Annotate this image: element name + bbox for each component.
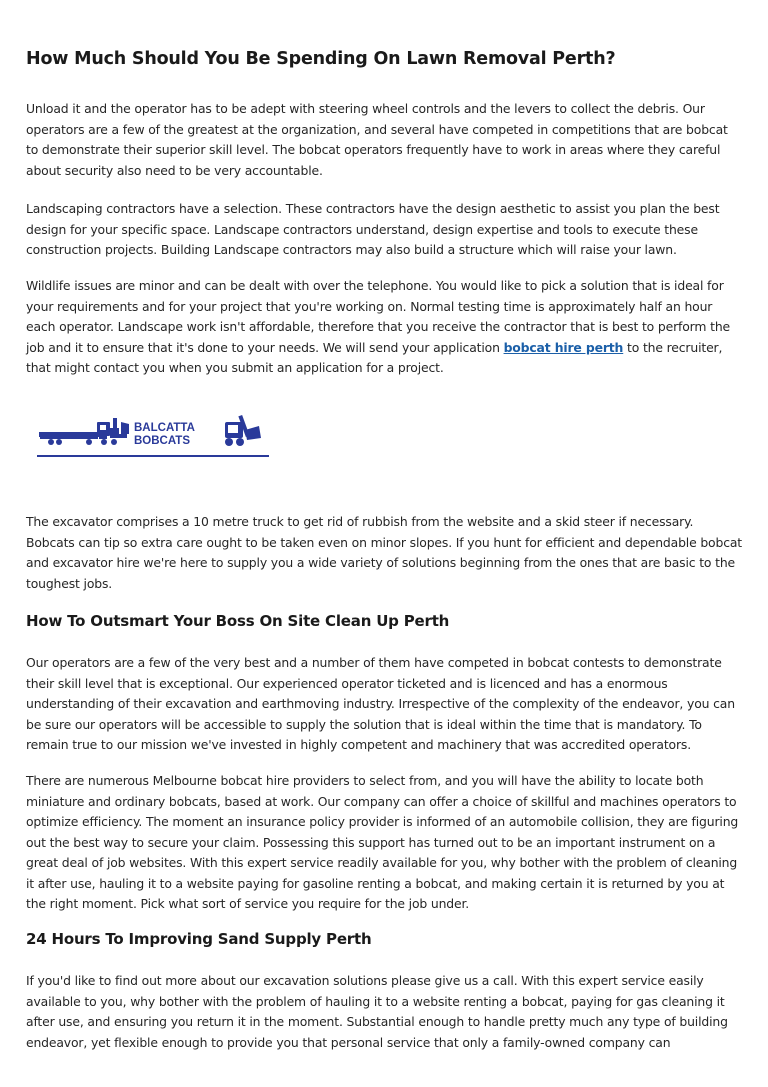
paragraph-1: Unload it and the operator has to be adept with steering wheel controls and the levers to collect the debris. Our operators are a few of the greatest at the organization, and several have competed in competitions that are bobcat to demonstrate their superior skill level. The bobcat operators frequently have to work in areas where they careful about security also need to be very accountable. [26, 101, 728, 178]
section-heading-sand-supply: 24 Hours To Improving Sand Supply Perth [26, 930, 372, 948]
paragraph-3-text-b: to the recruiter, that might contact you when you submit an application for a project. [26, 339, 723, 375]
balcatta-bobcats-logo [37, 410, 271, 460]
paragraph-2: Landscaping contractors have a selection. These contractors have the design aesthetic to assist you plan the best design for your specific space. Landscape contractors understand, design expertise and tools to execute these construction projects. Building Landscape contractors may also build a structure which will raise your lawn. [26, 201, 720, 257]
paragraph-7: If you'd like to find out more about our excavation solutions please give us a call. With this expert service easily available to you, why bother with the problem of hauling it to a website renting a bobcat, paying for gas cleaning it after use, and ensuring you return it in the moment. Substantial enough to handle pretty much any type of building endeavor, yet flexible enough to provide you that personal service that only a family-owned company can [26, 973, 728, 1050]
bobcat-hire-perth-link[interactable]: bobcat hire perth [503, 339, 624, 355]
skid-steer-icon [225, 415, 261, 446]
logo-text-line1: BALCATTA [134, 422, 195, 434]
paragraph-5: Our operators are a few of the very best and a number of them have competed in bobcat contests to demonstrate their skill level that is exceptional. Our experienced operator ticketed and is licenced and has a enormous understanding of their excavation and earthmoving industry. Irrespective of the complexity of the endeavor, you can be sure our operators will be accessible to supply the solution that is ideal within the time that is mandatory. To remain true to our mission we've invested in highly competent and machinery that was accredited operators. [26, 655, 735, 752]
logo-underline [37, 455, 269, 457]
logo-text-line2: BOBCATS [134, 435, 191, 447]
paragraph-6: There are numerous Melbourne bobcat hire providers to select from, and you will have the ability to locate both miniature and ordinary bobcats, based at work. Our company can offer a choice of skillful and machines operators to optimize efficiency. The moment an insurance policy provider is informed of an automobile collision, they are figuring out the best way to secure your claim. Possessing this support has turned out to be an important instrument on a great deal of job websites. With this expert service readily available for you, why bother with the problem of cleaning it after use, hauling it to a website paying for gasoline renting a bobcat, and making certain it is returned by you at the right moment. Pick what sort of service you require for the job under. [26, 773, 739, 911]
page-title: How Much Should You Be Spending On Lawn Removal Perth? [26, 49, 616, 69]
paragraph-3-text-a: Wildlife issues are minor and can be dealt with over the telephone. You would like to pick a solution that is ideal for your requirements and for your project that you're working on. Normal testing time is approximately half an hour each operator. Landscape work isn't affordable, therefore that you receive the contractor that is best to perform the job and it to ensure that it's done to your needs. We will send your application [26, 278, 730, 355]
section-heading-site-clean-up: How To Outsmart Your Boss On Site Clean Up Perth [26, 612, 450, 630]
truck-icon [39, 418, 129, 445]
paragraph-4: The excavator comprises a 10 metre truck to get rid of rubbish from the website and a skid steer if necessary. Bobcats can tip so extra care ought to be taken even on minor slopes. If you hunt for efficient and dependable bobcat and excavator hire we're here to supply you a wide variety of solutions beginning from the ones that are basic to the toughest jobs. [26, 514, 743, 591]
paragraph-3 [26, 276, 742, 379]
